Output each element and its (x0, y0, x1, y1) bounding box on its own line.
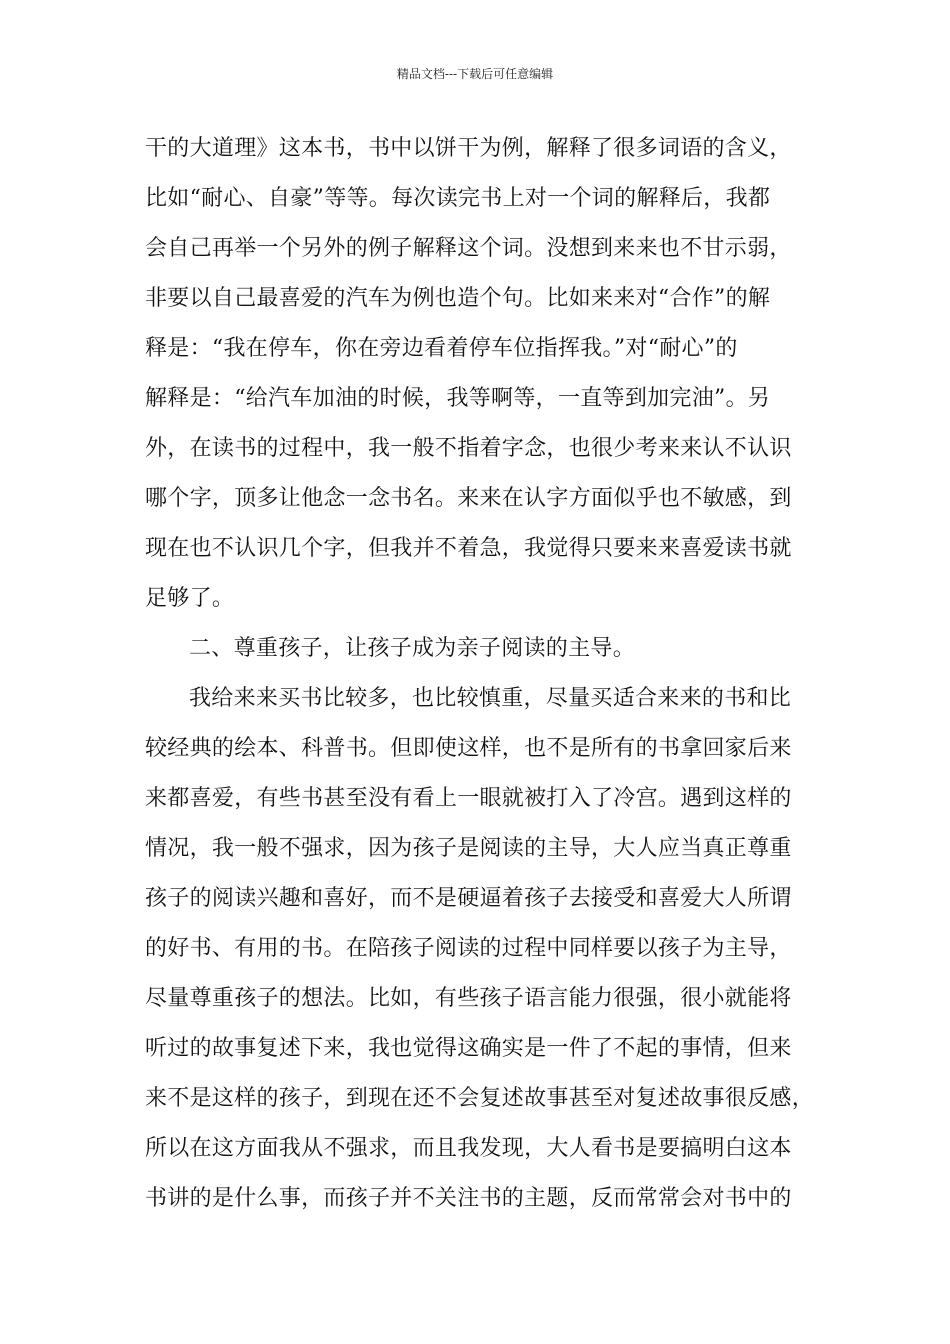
text-line: 所以在这方面我从不强求，而且我发现，大人看书是要搞明白这本 (145, 1136, 792, 1161)
text-line: 来都喜爱，有些书甚至没有看上一眼就被打入了冷宫。遇到这样的 (145, 786, 792, 811)
body-text (145, 124, 825, 1224)
text-line: 干的大道理》这本书，书中以饼干为例，解释了很多词语的含义， (145, 136, 792, 161)
text-line: 会自己再举一个另外的例子解释这个词。没想到来来也不甘示弱， (145, 236, 792, 261)
text-line: 较经典的绘本、科普书。但即使这样，也不是所有的书拿回家后来 (145, 736, 792, 761)
text-line: 解释是：“给汽车加油的时候，我等啊等，一直等到加完油”。另 (145, 386, 771, 411)
text-line: 哪个字，顶多让他念一念书名。来来在认字方面似乎也不敏感，到 (145, 486, 792, 511)
text-line: 现在也不认识几个字，但我并不着急，我觉得只要来来喜爱读书就 (145, 536, 792, 561)
text-line: 情况，我一般不强求，因为孩子是阅读的主导，大人应当真正尊重 (145, 836, 792, 861)
page-header: 精品文档---下载后可任意编辑 (396, 67, 554, 81)
paragraph-start-line: 我给来来买书比较多，也比较慎重，尽量买适合来来的书和比 (189, 686, 792, 711)
text-line: 外，在读书的过程中，我一般不指着字念，也很少考来来认不认识 (145, 436, 792, 461)
text-line: 足够了。 (145, 586, 235, 611)
section-heading: 二、尊重孩子，让孩子成为亲子阅读的主导。 (189, 636, 636, 661)
text-line: 来不是这样的孩子，到现在还不会复述故事甚至对复述故事很反感， (145, 1086, 815, 1111)
text-line: 听过的故事复述下来，我也觉得这确实是一件了不起的事情，但来 (145, 1036, 792, 1061)
text-line: 书讲的是什么事，而孩子并不关注书的主题，反而常常会对书中的 (145, 1186, 792, 1211)
text-line: 的好书、有用的书。在陪孩子阅读的过程中同样要以孩子为主导， (145, 936, 792, 961)
text-line: 释是：“我在停车，你在旁边看着停车位指挥我。”对“耐心”的 (145, 336, 738, 361)
text-line: 非要以自己最喜爱的汽车为例也造个句。比如来来对“合作”的解 (145, 286, 771, 311)
text-line: 比如“耐心、自豪”等等。每次读完书上对一个词的解释后，我都 (145, 186, 771, 211)
text-line: 尽量尊重孩子的想法。比如，有些孩子语言能力很强，很小就能将 (145, 986, 792, 1011)
text-line: 孩子的阅读兴趣和喜好，而不是硬逼着孩子去接受和喜爱大人所谓 (145, 886, 792, 911)
